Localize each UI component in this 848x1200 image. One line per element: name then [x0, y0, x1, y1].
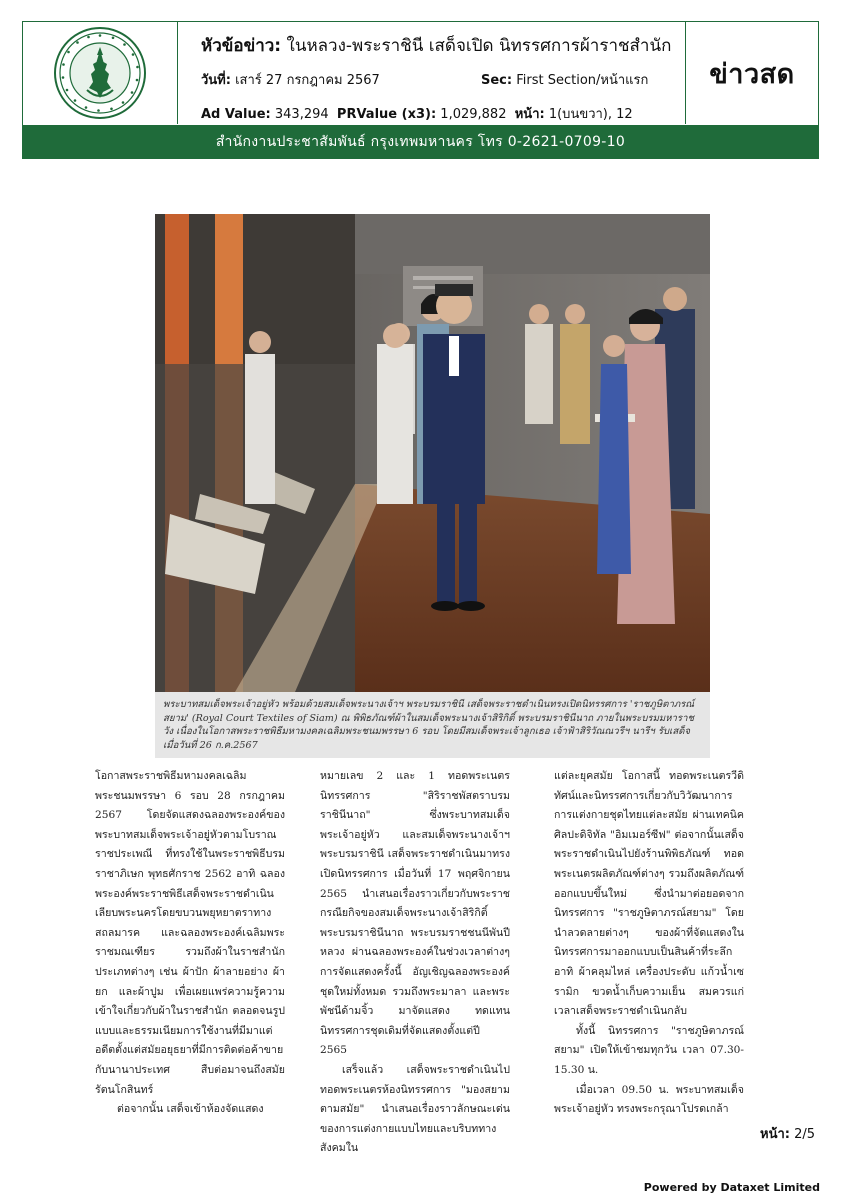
headline-text: ในหลวง-พระราชินี เสด็จเปิด นิทรรศการผ้าราชสำนัก [286, 36, 672, 56]
page-number-value: 2/5 [794, 1127, 816, 1142]
newspaper-name: ข่าวสด [709, 58, 795, 90]
bangkok-seal-icon [53, 26, 147, 120]
date-label: วันที่: [201, 73, 231, 88]
page-number [760, 1123, 815, 1144]
section-row [481, 69, 648, 90]
col3-paragraph-2: ทั้งนี้ นิทรรศการ "ราชภูษิตาภรณ์สยาม" เปิดให้เข้าชมทุกวัน เวลา 07.30-15.30 น. [554, 1024, 744, 1076]
col1-paragraph-2: ต่อจากนั้น เสด็จเข้าห้องจัดแสดง [117, 1103, 264, 1116]
headline-label: หัวข้อข่าว: [201, 36, 282, 56]
article-column-1 [95, 767, 285, 1120]
agency-bar [22, 125, 819, 159]
col1-paragraph-1: โอกาสพระราชพิธีมหามงคลเฉลิมพระชนมพรรษา 6 รอบ 28 กรกฎาคม 2567 โดยจัดแสดงฉลองพระองค์ของพระบาทสมเด็จพระเจ้าอยู่หัวตามโบราณราชประเพณี ที่ทรงใช้ในพระราชพิธีบรมราชาภิเษก พุทธศักราช 2562 อาทิ ฉลองพระองค์พระราชพิธีเสด็จพระราชดำเนินเลียบพระนครโดยขบวนพยุหยาตราทางสถลมารค และฉลองพระองค์เฉลิมพระราชมณเฑียร รวมถึงผ้าในราชสำนักประเภทต่างๆ เช่น ผ้าปัก ผ้าลายอย่าง ผ้ายก และผ้าปูม เพื่อเผยแพร่ความรู้ความเข้าใจเกี่ยวกับผ้าในราชสำนัก ตลอดจนรูปแบบและธรรมเนียมการใช้งานที่มีมาแต่อดีตตั้งแต่สมัยอยุธยาที่มีการติดต่อค้าขายกับนานาประเทศ สืบต่อมาจนถึงสมัยรัตนโกสินทร์ [95, 770, 285, 1096]
clipping-info [179, 22, 684, 124]
col3-paragraph-3: เมื่อเวลา 09.50 น. พระบาทสมเด็จพระเจ้าอยู่หัว ทรงพระกรุณาโปรดเกล้า [554, 1083, 744, 1116]
caption-text: พระบาทสมเด็จพระเจ้าอยู่หัว พร้อมด้วยสมเด็จพระนางเจ้าฯ พระบรมราชินี เสด็จพระราชดำเนินทรงเปิดนิทรรศการ 'ราชภูษิตาภรณ์สยาม' (Royal Court Textiles of Siam) ณ พิพิธภัณฑ์ผ้าในสมเด็จพระนางเจ้าสิริกิติ์ พระบรมราชินีนาถ ภายในพระบรมมหาราชวัง เนื่องในโอกาสพระราชพิธีมหามงคลเฉลิมพระชนมพรรษา 6 รอบ โดยมีสมเด็จพระเจ้าลูกเธอ เจ้าฟ้าสิริวัณณวรีฯ นารีฯ รับเสด็จ เมื่อวันที่ 26 ก.ค.2567 [163, 699, 695, 751]
brand-cell [685, 22, 818, 124]
photo-caption [155, 692, 710, 758]
pr-value: 1,029,882 [440, 107, 507, 122]
page-value: 1(บนขวา), 12 [548, 107, 633, 122]
col2-paragraph-1: หมายเลข 2 และ 1 ทอดพระเนตรนิทรรศการ "สิริราชพัสตราบรมราชินีนาถ" ซึ่งพระบาทสมเด็จพระเจ้าอยู่หัว และสมเด็จพระนางเจ้าฯ พระบรมราชินี เสด็จพระราชดำเนินมาทรงเปิดนิทรรศการ เมื่อวันที่ 17 พฤศจิกายน 2565 นำเสนอเรื่องราวเกี่ยวกับพระราชกรณียกิจของสมเด็จพระนางเจ้าสิริกิติ์ พระบรมราชินีนาถ พระบรมราชชนนีพันปีหลวง ผ่านฉลองพระองค์ในช่วงเวลาต่างๆ การจัดแสดงครั้งนี้ อัญเชิญฉลองพระองค์ชุดใหม่ทั้งหมด รวมถึงพระมาลา และพระพัชนีด้ามจิ้ว มาจัดแสดง ทดแทนนิทรรศการชุดเดิมที่จัดแสดงตั้งแต่ปี 2565 [320, 770, 510, 1057]
page-label: หน้า: [514, 107, 545, 122]
date-value: เสาร์ 27 กรกฎาคม 2567 [235, 73, 380, 88]
article-column-2 [320, 767, 510, 1159]
sec-value: First Section/หน้าแรก [516, 73, 649, 88]
col2-paragraph-2: เสร็จแล้ว เสด็จพระราชดำเนินไปทอดพระเนตรห้องนิทรรศการ "มองสยามตามสมัย" นำเสนอเรื่องราวลักษณะเด่นของการแต่งกายแบบไทยและบริบททางสังคมใน [320, 1063, 510, 1155]
ad-value: 343,294 [274, 107, 329, 122]
logo-cell [23, 22, 178, 124]
ad-value-label: Ad Value: [201, 107, 271, 122]
exhibition-photo-illustration [155, 214, 710, 692]
agency-text: สำนักงานประชาสัมพันธ์ กรุงเทพมหานคร โทร 0-2621-0709-10 [215, 134, 626, 150]
headline-row [201, 32, 684, 59]
pr-value-label: PRValue (x3): [336, 107, 437, 122]
page-number-label: หน้า: [760, 1127, 790, 1142]
clipping-header [22, 21, 819, 125]
sec-label: Sec: [481, 73, 513, 88]
powered-by: Powered by Dataxet Limited [643, 1181, 820, 1194]
news-photo [155, 214, 710, 692]
col3-paragraph-1: แต่ละยุคสมัย โอกาสนี้ ทอดพระเนตรวีดิทัศน์และนิทรรศการเกี่ยวกับวิวัฒนาการการแต่งกายชุดไทยแต่ละสมัย ผ่านเทคนิคศิลปะดิจิทัล "อิมเมอร์ซีฟ" ต่อจากนั้นเสด็จพระราชดำเนินไปยังร้านพิพิธภัณฑ์ ทอดพระเนตรผลิตภัณฑ์ต่างๆ รวมถึงผลิตภัณฑ์ออกแบบขึ้นใหม่ ซึ่งนำมาต่อยอดจากนิทรรศการ "ราชภูษิตาภรณ์สยาม" โดยนำลวดลายต่างๆ ของผ้าที่จัดแสดงในนิทรรศการมาออกแบบเป็นสินค้าที่ระลึก อาทิ ผ้าคลุมไหล่ เครื่องประดับ แก้วน้ำเซรามิก ขวดน้ำเก็บความเย็น สมควรแก่เวลาเสด็จพระราชดำเนินกลับ [554, 770, 744, 1018]
value-row [201, 103, 684, 124]
article-column-3 [554, 767, 744, 1120]
